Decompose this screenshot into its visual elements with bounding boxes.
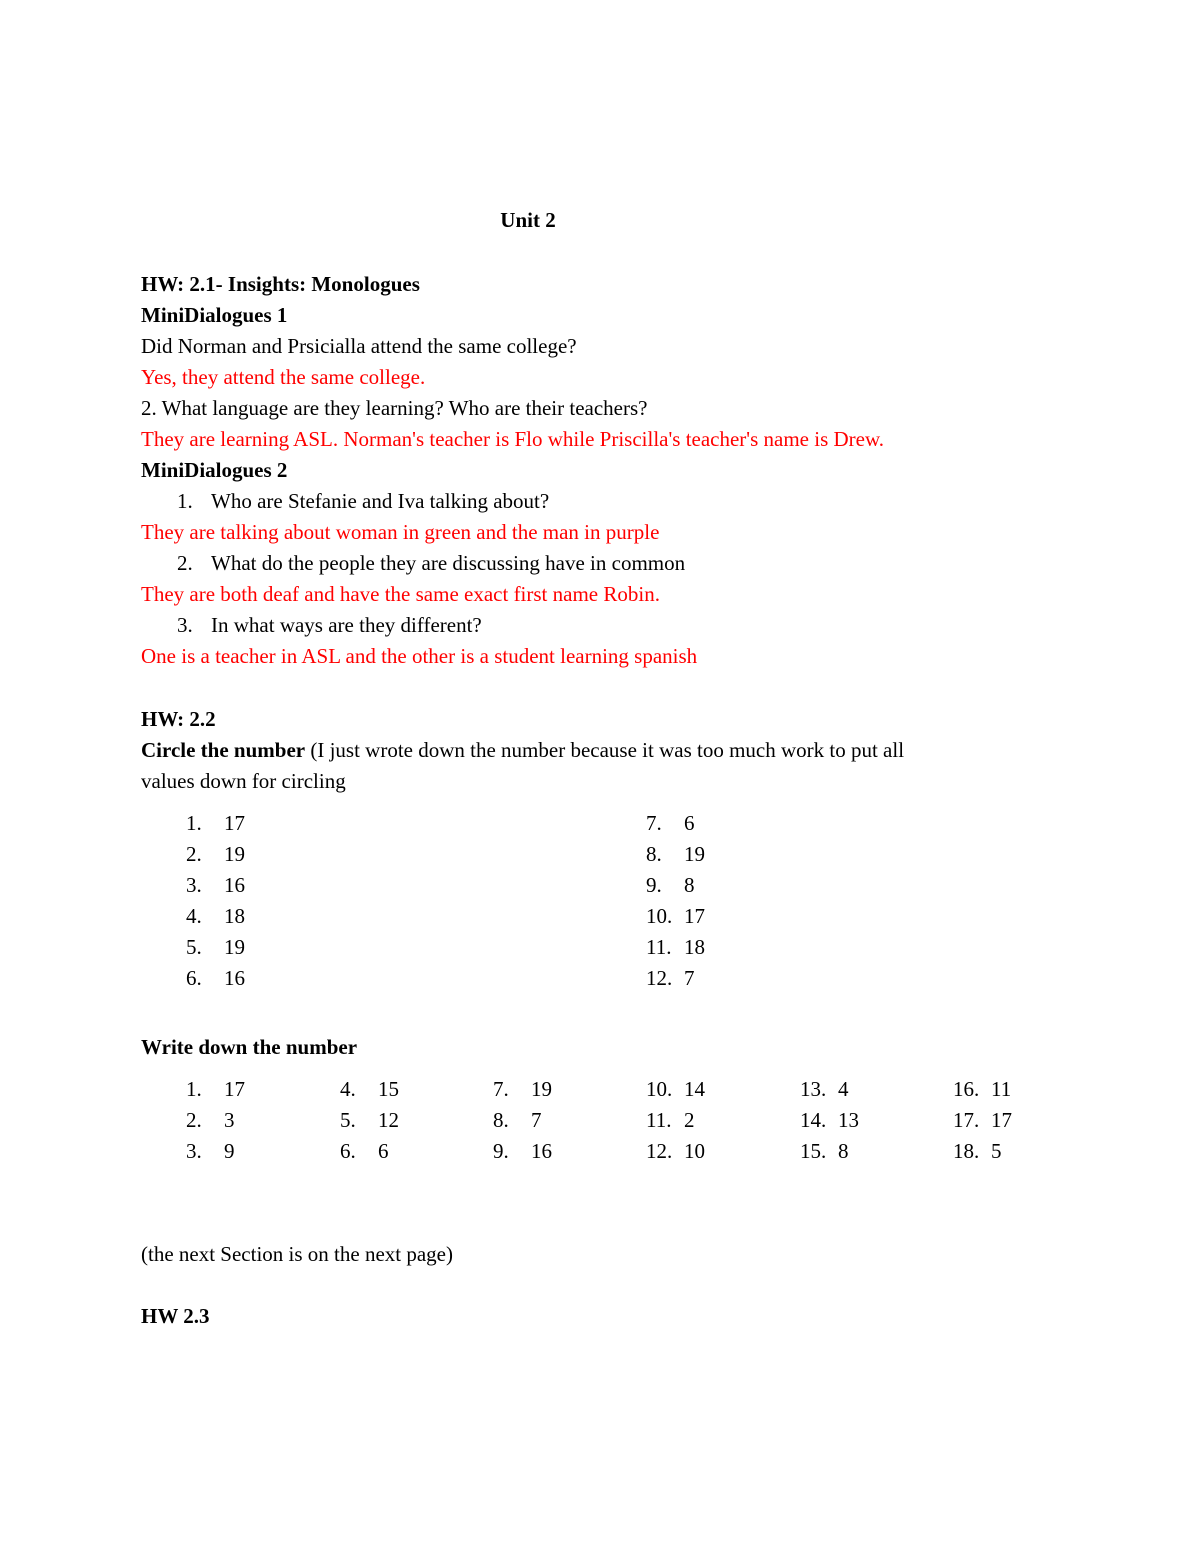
write-item: 8. 7 — [493, 1108, 542, 1132]
write-item: 1. 17 — [186, 1077, 245, 1101]
question-2: 2. What language are they learning? Who are their teachers? — [141, 396, 648, 420]
hw21-heading: HW: 2.1- Insights: Monologues — [141, 272, 420, 296]
write-item: 10. 14 — [646, 1077, 705, 1101]
circle-item: 11. 18 — [646, 935, 705, 959]
minidialogues1-heading: MiniDialogues 1 — [141, 303, 288, 327]
answer-2: They are learning ASL. Norman's teacher is Flo while Priscilla's teacher's name is Drew. — [141, 427, 885, 451]
hw22-heading: HW: 2.2 — [141, 707, 216, 731]
write-item: 4. 15 — [340, 1077, 399, 1101]
circle-item: 9. 8 — [646, 873, 695, 897]
circle-item: 8. 19 — [646, 842, 705, 866]
write-item: 14. 13 — [800, 1108, 859, 1132]
question-1: Did Norman and Prsicialla attend the same college? — [141, 334, 577, 358]
write-item: 18. 5 — [953, 1139, 1002, 1163]
answer-1: Yes, they attend the same college. — [141, 365, 426, 389]
circle-item: 7. 6 — [646, 811, 695, 835]
circle-item: 3. 16 — [186, 873, 245, 897]
write-item: 6. 6 — [340, 1139, 389, 1163]
circle-item: 4. 18 — [186, 904, 245, 928]
circle-item: 5. 19 — [186, 935, 245, 959]
write-heading: Write down the number — [141, 1035, 358, 1059]
m2-answer-1: They are talking about woman in green and the man in purple — [141, 520, 660, 544]
m2-question-2: 2. What do the people they are discussing have in common — [177, 551, 686, 575]
circle-item: 1. 17 — [186, 811, 245, 835]
circle-item: 2. 19 — [186, 842, 245, 866]
write-item: 12. 10 — [646, 1139, 705, 1163]
m2-answer-2: They are both deaf and have the same exact first name Robin. — [141, 582, 660, 606]
write-item: 17. 17 — [953, 1108, 1012, 1132]
write-item: 2. 3 — [186, 1108, 235, 1132]
hw23-heading: HW 2.3 — [141, 1304, 210, 1328]
page-title: Unit 2 — [500, 208, 556, 232]
write-item: 9. 16 — [493, 1139, 552, 1163]
write-item: 16. 11 — [953, 1077, 1012, 1101]
circle-instructions-cont: values down for circling — [141, 769, 346, 793]
minidialogues2-heading: MiniDialogues 2 — [141, 458, 288, 482]
circle-item: 6. 16 — [186, 966, 245, 990]
write-item: 15. 8 — [800, 1139, 849, 1163]
write-item: 3. 9 — [186, 1139, 235, 1163]
write-item: 5. 12 — [340, 1108, 399, 1132]
write-item: 11. 2 — [646, 1108, 695, 1132]
circle-item: 12. 7 — [646, 966, 695, 990]
m2-answer-3: One is a teacher in ASL and the other is a student learning spanish — [141, 644, 698, 668]
next-section-note: (the next Section is on the next page) — [141, 1242, 453, 1266]
m2-question-1: 1. Who are Stefanie and Iva talking about? — [177, 489, 550, 513]
m2-question-3: 3. In what ways are they different? — [177, 613, 482, 637]
circle-item: 10. 17 — [646, 904, 705, 928]
circle-instructions: Circle the number (I just wrote down the number because it was too much work to put all — [141, 738, 905, 762]
write-item: 7. 19 — [493, 1077, 552, 1101]
write-item: 13. 4 — [800, 1077, 849, 1101]
